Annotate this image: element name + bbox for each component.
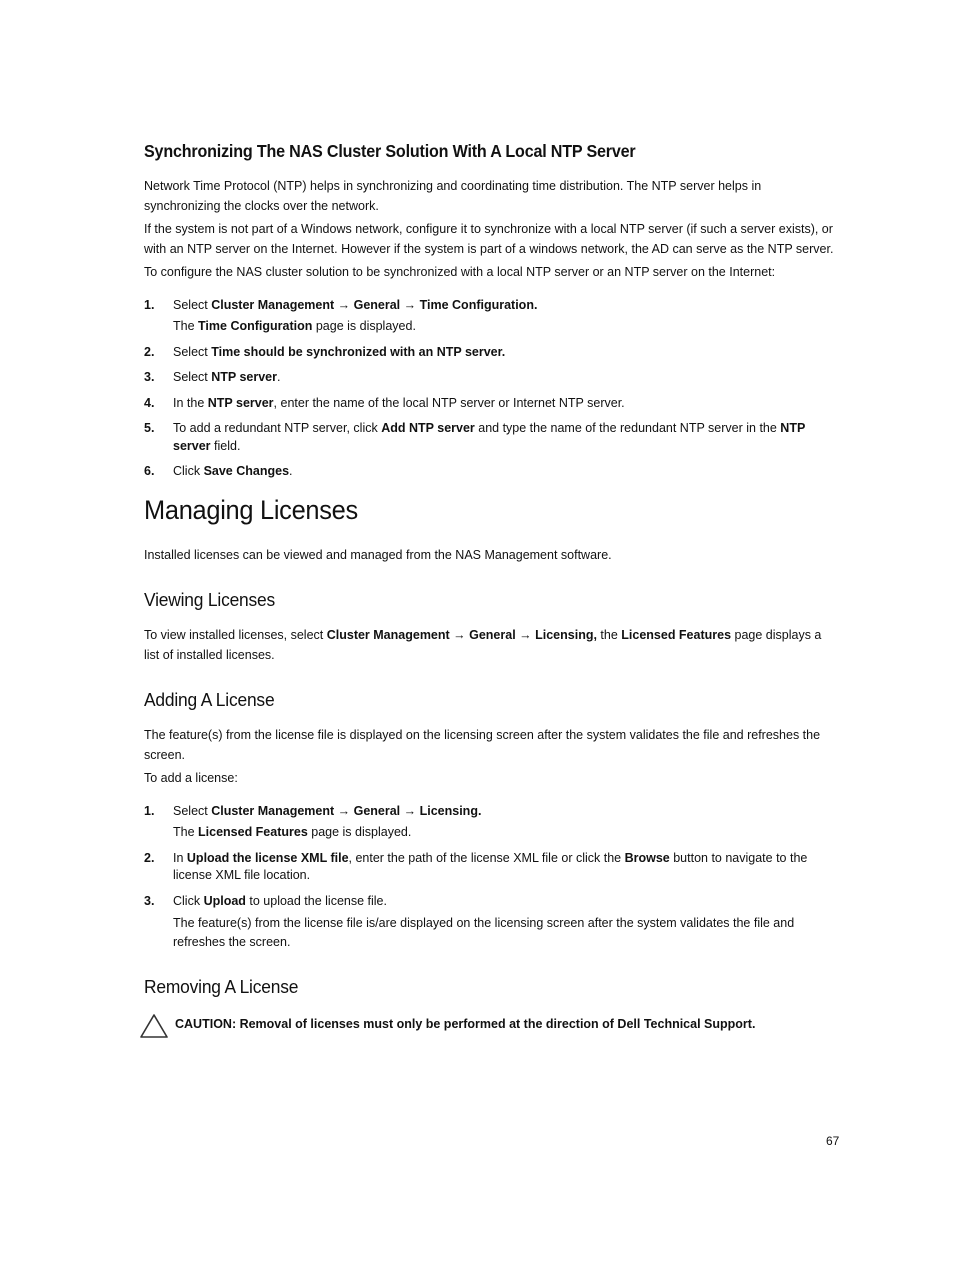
step-result [173, 318, 834, 336]
section-removing-license [144, 976, 834, 1034]
list-item [144, 395, 834, 413]
step-text: Click [173, 464, 204, 478]
paragraph [144, 626, 834, 665]
page-number: 67 [826, 1134, 840, 1148]
list-item [144, 803, 834, 842]
ui-term: Browse [624, 850, 670, 865]
heading-removing-license: Removing A License [144, 976, 299, 997]
step-text: Select [173, 344, 212, 359]
step-number: 3. [144, 893, 155, 908]
heading-viewing-licenses: Viewing Licenses [144, 589, 276, 610]
ntp-steps-list [144, 297, 834, 481]
step-number: 4. [144, 395, 155, 410]
caution-icon [139, 1013, 169, 1039]
step-text: . [277, 370, 281, 384]
list-item [144, 369, 834, 387]
step-text: field. [210, 438, 241, 453]
step-text: In the [173, 395, 208, 410]
step-text: button to navigate to the license XML file location. [173, 850, 808, 882]
menu-path: Cluster Management → General → Licensing, [326, 628, 597, 642]
step-text: Select [173, 803, 212, 818]
ui-term: NTP server [211, 370, 278, 384]
paragraph: The feature(s) from the license file is displayed on the licensing screen after the system validates the file and refreshes the screen. [144, 728, 821, 762]
step-text: to upload the license file. [245, 893, 387, 908]
step-number: 5. [144, 421, 155, 435]
caution-note [144, 1015, 834, 1034]
list-item [144, 297, 834, 336]
step-text: The [173, 319, 199, 333]
step-number: 6. [144, 464, 155, 478]
step-number: 3. [144, 370, 155, 384]
ui-term: Time Configuration [198, 319, 313, 333]
step-text: page is displayed. [307, 825, 412, 839]
list-item [144, 893, 834, 953]
add-license-steps-list [144, 803, 834, 953]
text: To view installed licenses, select [144, 628, 327, 642]
ui-term: Upload the license XML file [186, 850, 349, 865]
list-item [144, 850, 834, 885]
section-managing-licenses [144, 495, 834, 566]
paragraph: To configure the NAS cluster solution to be synchronized with a local NTP server or an NTP server on the Internet: [144, 265, 776, 279]
section-adding-license [144, 689, 834, 952]
heading-adding-license: Adding A License [144, 689, 275, 710]
ui-term: NTP server [173, 421, 806, 453]
list-item [144, 463, 834, 481]
step-text: . [289, 464, 293, 478]
caution-text: CAUTION: Removal of licenses must only be performed at the direction of Dell Technical Support. [175, 1017, 756, 1031]
paragraph: To add a license: [144, 771, 238, 785]
page-content [144, 141, 834, 1034]
ui-term: Save Changes [203, 464, 290, 478]
list-item [144, 344, 834, 362]
paragraph: Installed licenses can be viewed and managed from the NAS Management software. [144, 547, 612, 562]
step-number: 1. [144, 803, 155, 818]
text: page displays a list of installed licenses. [144, 628, 822, 662]
step-text: page is displayed. [312, 319, 416, 333]
step-text: Select [173, 370, 212, 384]
step-number: 2. [144, 344, 155, 359]
heading-ntp-sync: Synchronizing The NAS Cluster Solution With A Local NTP Server [144, 141, 636, 161]
step-result [173, 824, 834, 842]
ui-term: Upload [203, 893, 246, 908]
step-text: To add a redundant NTP server, click [173, 421, 382, 435]
step-text: The [173, 825, 199, 839]
step-text: , enter the name of the local NTP server or Internet NTP server. [273, 395, 625, 410]
step-text: Select [173, 297, 212, 312]
step-number: 2. [144, 850, 155, 865]
step-text: and type the name of the redundant NTP server in the [474, 421, 781, 435]
step-number: 1. [144, 297, 155, 312]
ui-term: Add NTP server [381, 421, 475, 435]
section-ntp-sync [144, 141, 834, 481]
step-text: Click [173, 893, 204, 908]
step-text: In [173, 850, 187, 865]
ui-term: NTP server [207, 395, 274, 410]
paragraph: If the system is not part of a Windows network, configure it to synchronize with a local NTP server (if such a server exists), or with an NTP server on the Internet. However if the system is part of a windows network, the AD can serve as the NTP server. [144, 222, 834, 256]
menu-path: Cluster Management → General → Time Configuration. [211, 297, 538, 312]
step-text: , enter the path of the license XML file or click the [348, 850, 625, 865]
heading-managing-licenses: Managing Licenses [144, 494, 358, 525]
step-result: The feature(s) from the license file is/are displayed on the licensing screen after the system validates the file and refreshes the screen. [173, 916, 795, 949]
ui-term: Time should be synchronized with an NTP server. [211, 344, 506, 359]
ui-term: Licensed Features [198, 825, 308, 839]
menu-path: Cluster Management → General → Licensing. [211, 803, 482, 818]
paragraph: Network Time Protocol (NTP) helps in synchronizing and coordinating time distribution. The NTP server helps in synchronizing the clocks over the network. [144, 179, 762, 213]
section-viewing-licenses [144, 589, 834, 665]
ui-term: Licensed Features [621, 628, 732, 642]
text: the [596, 628, 622, 642]
list-item [144, 420, 834, 455]
